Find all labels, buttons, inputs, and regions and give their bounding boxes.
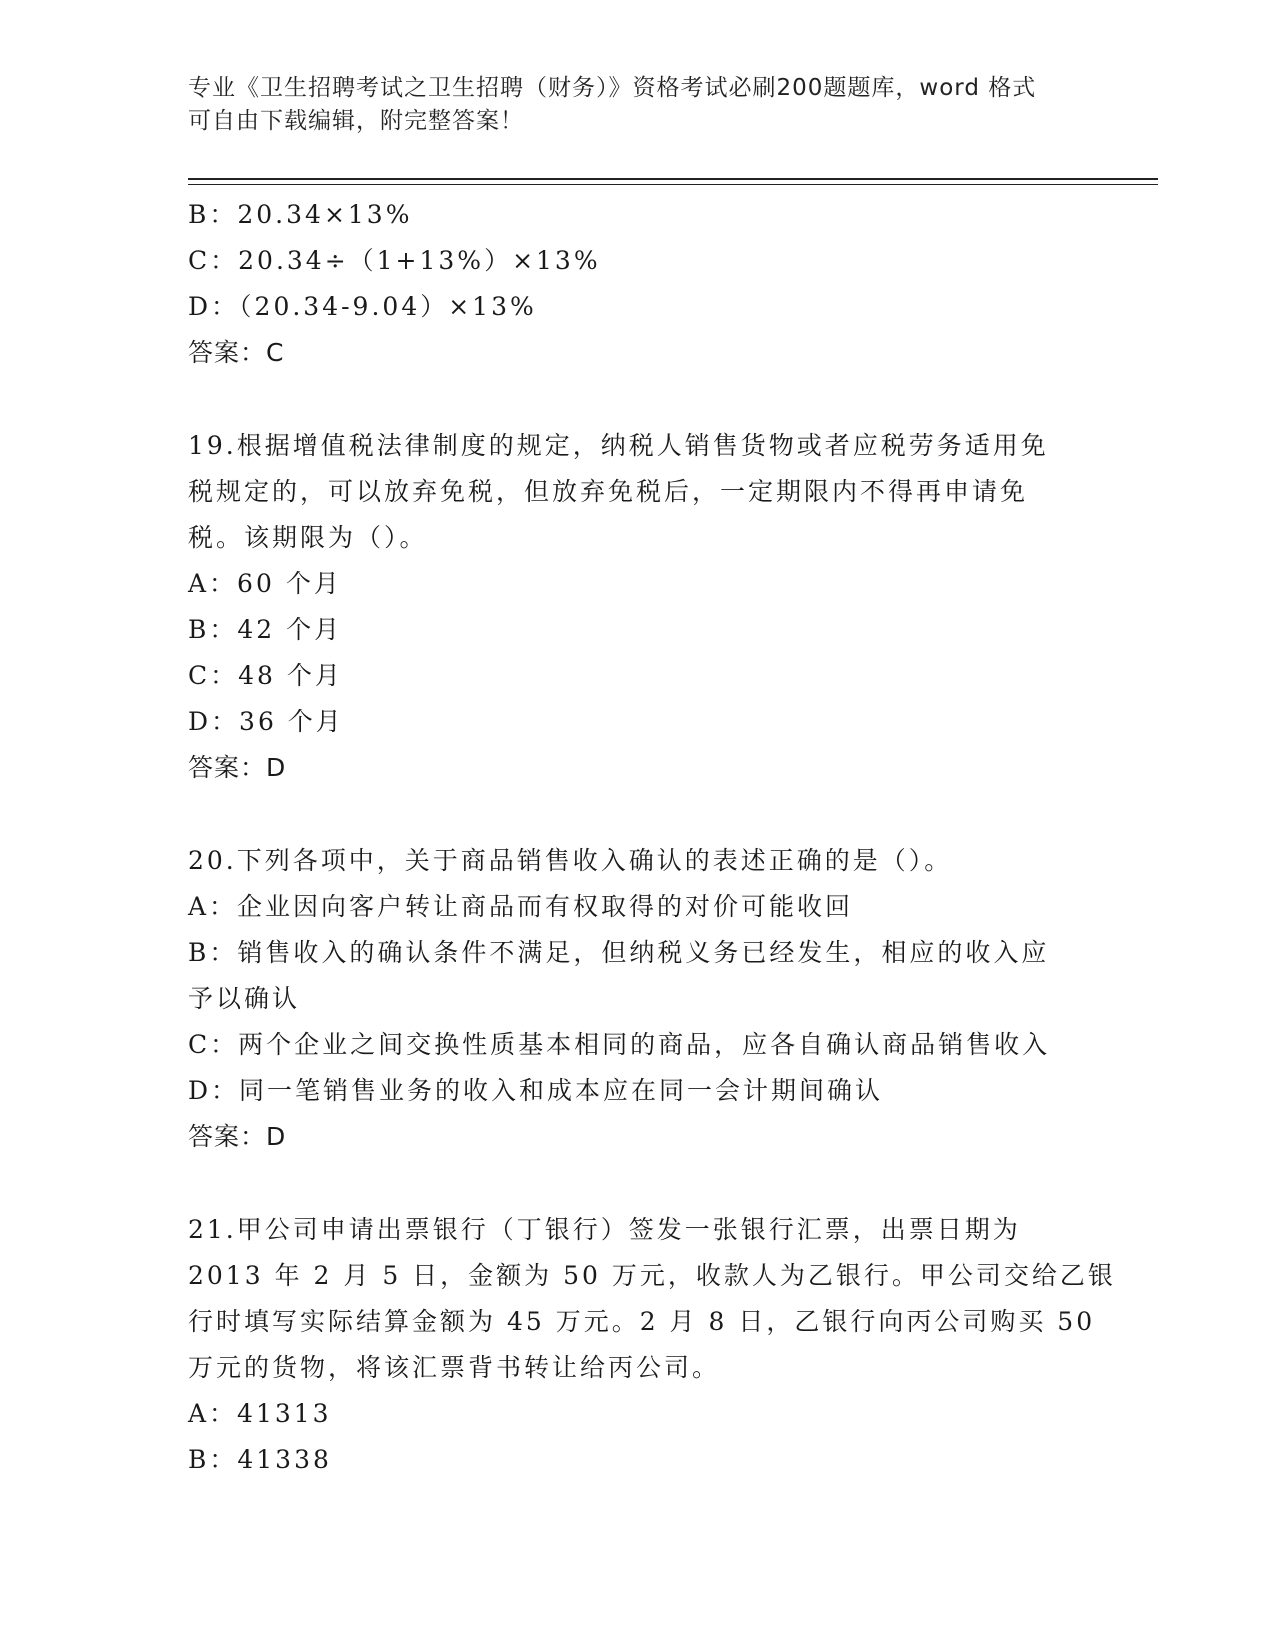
answer: 答案：D xyxy=(188,1122,287,1151)
option-a: A：60 个月 xyxy=(188,569,342,598)
answer: 答案：D xyxy=(188,753,287,782)
option-b: B：41338 xyxy=(188,1445,332,1474)
question-stem: 税。该期限为（）。 xyxy=(188,523,428,552)
question-19 xyxy=(188,423,1088,791)
question-stem: 行时填写实际结算金额为 45 万元。2 月 8 日，乙银行向丙公司购买 50 xyxy=(188,1307,1096,1336)
spacer xyxy=(188,1160,1088,1207)
question-21 xyxy=(188,1207,1116,1483)
option-b: B：42 个月 xyxy=(188,615,343,644)
header-divider-thin xyxy=(188,184,1158,185)
option-a: A：41313 xyxy=(188,1399,332,1428)
option-c: C：两个企业之间交换性质基本相同的商品，应各自确认商品销售收入 xyxy=(188,1030,1051,1059)
option-d: D：36 个月 xyxy=(188,707,344,736)
option-d: D：同一笔销售业务的收入和成本应在同一会计期间确认 xyxy=(188,1076,884,1105)
question-stem: 万元的货物，将该汇票背书转让给丙公司。 xyxy=(188,1353,721,1382)
question-18 xyxy=(188,192,1088,376)
question-stem: 2013 年 2 月 5 日，金额为 50 万元，收款人为乙银行。甲公司交给乙银 xyxy=(188,1261,1116,1290)
spacer xyxy=(188,791,1088,838)
header-title-line-2: 可自由下载编辑，附完整答案！ xyxy=(188,108,524,134)
option-a: A：企业因向客户转让商品而有权取得的对价可能收回 xyxy=(188,892,854,921)
question-20 xyxy=(188,838,1088,1160)
header-divider-thick xyxy=(188,178,1158,180)
spacer xyxy=(188,376,1088,423)
option-c: C：48 个月 xyxy=(188,661,343,690)
option-c: C：20.34÷（1+13%）×13% xyxy=(188,246,601,275)
question-stem: 税规定的，可以放弃免税，但放弃免税后，一定期限内不得再申请免 xyxy=(188,477,1029,506)
option-b-continued: 予以确认 xyxy=(188,984,301,1013)
question-list xyxy=(188,192,1116,1483)
option-b: B：销售收入的确认条件不满足，但纳税义务已经发生，相应的收入应 xyxy=(188,938,1050,967)
option-d: D：（20.34-9.04）×13% xyxy=(188,292,537,321)
answer: 答案：C xyxy=(188,338,285,367)
option-b: B：20.34×13% xyxy=(188,200,413,229)
page-header xyxy=(188,72,1088,138)
question-stem: 19.根据增值税法律制度的规定，纳税人销售货物或者应税劳务适用免 xyxy=(188,431,1049,460)
question-stem: 21.甲公司申请出票银行（丁银行）签发一张银行汇票，出票日期为 xyxy=(188,1215,1021,1244)
question-stem: 20.下列各项中，关于商品销售收入确认的表述正确的是（）。 xyxy=(188,846,953,875)
header-title-line-1: 专业《卫生招聘考试之卫生招聘（财务）》资格考试必刷200题题库，word 格式 xyxy=(188,75,1037,101)
